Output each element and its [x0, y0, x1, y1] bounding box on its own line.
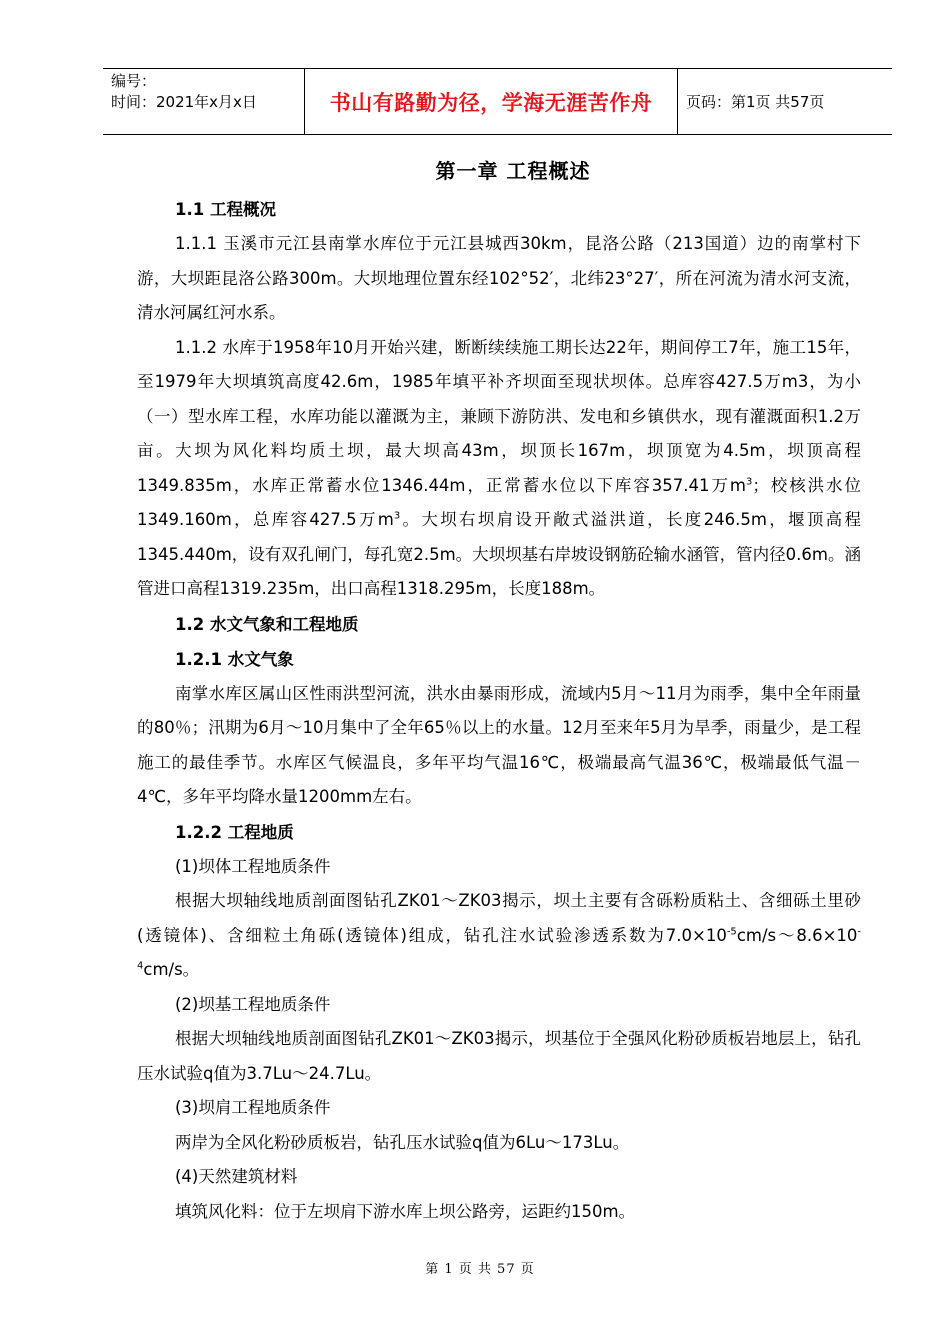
superscript: 3: [745, 476, 753, 487]
text-run: 。大坝右坝肩设开敞式溢洪道，长度246.5m，堰顶高程1345.440m，设有双孔闸门，每孔宽2.5m。大坝坝基右岸坡设钢筋砼输水涵管，管内径0.6m。涵管进口高程1319.235m，出口高程1318.295m，长度188m。: [137, 510, 861, 598]
paragraph-dam-body: [137, 884, 861, 988]
header-motto-cell: [304, 69, 678, 134]
paragraph-1-1-2: [137, 331, 861, 607]
header-meta: [103, 69, 304, 134]
section-heading-1-2-2: 1.2.2 工程地质: [175, 822, 294, 842]
text-run: cm/s～8.6×10: [736, 925, 858, 945]
superscript: -4: [137, 926, 861, 972]
number-label: 编号：: [111, 72, 157, 90]
paragraph-materials: 填筑风化料：位于左坝肩下游水库上坝公路旁，运距约150m。: [175, 1201, 636, 1221]
page-label: 页码：第1页 共57页: [686, 93, 825, 111]
chapter-title: 第一章 工程概述: [435, 159, 591, 183]
item-heading-dam-body: (1)坝体工程地质条件: [175, 856, 331, 876]
document-body: [137, 154, 861, 1229]
page-header: [103, 68, 892, 135]
item-heading-materials: (4)天然建筑材料: [175, 1167, 298, 1186]
text-run: ；校核洪水位1349.160m，总库容427.5万m: [137, 475, 861, 529]
paragraph-1-1-1: 1.1.1 玉溪市元江县南掌水库位于元江县城西30km，昆洛公路（213国道）边的南掌村下游，大坝距昆洛公路300m。大坝地理位置东经102°52′，北纬23°27′，所在河流为清水河支流，清水河属红河水系。: [137, 234, 861, 322]
header-page-cell: [678, 69, 892, 134]
paragraph-dam-foundation: 根据大坝轴线地质剖面图钻孔ZK01～ZK03揭示，坝基位于全强风化粉砂质板岩地层上，钻孔压水试验q值为3.7Lu～24.7Lu。: [137, 1029, 861, 1083]
text-run: cm/s。: [143, 960, 200, 979]
page-footer: 第 1 页 共 57 页: [425, 1262, 535, 1277]
section-heading-1-2-1: 1.2.1 水文气象: [175, 649, 294, 669]
superscript: 3: [393, 510, 401, 522]
item-heading-dam-abutment: (3)坝肩工程地质条件: [175, 1098, 331, 1117]
paragraph-hydrology: 南掌水库区属山区性雨洪型河流，洪水由暴雨形成，流域内5月～11月为雨季，集中全年雨量的80％；汛期为6月～10月集中了全年65％以上的水量。12月至来年5月为旱季，雨量少，是工程施工的最佳季节。水库区气候温良，多年平均气温16℃，极端最高气温36℃，极端最低气温－4℃，多年平均降水量1200mm左右。: [137, 683, 861, 806]
header-motto: 书山有路勤为径，学海无涯苦作舟: [329, 90, 653, 115]
text-run: 1.1.2 水库于1958年10月开始兴建，断断续续施工期长达22年，期间停工7年，施工15年，至1979年大坝填筑高度42.6m，1985年填平补齐坝面至现状坝体。总库容427.5万m3，为小（一）型水库工程，水库功能以灌溉为主，兼顾下游防洪、发电和乡镇供水，现有灌溉面积1.2万亩。大坝为风化料均质土坝，最大坝高43m，坝顶长167m，坝顶宽为4.5m，坝顶高程1349.835m，水库正常蓄水位1346.44m，正常蓄水位以下库容357.41万m: [137, 337, 861, 495]
date-label: 时间：2021年x月x日: [111, 93, 257, 111]
section-heading-1-2: 1.2 水文气象和工程地质: [175, 614, 359, 634]
text-run: 根据大坝轴线地质剖面图钻孔ZK01～ZK03揭示，坝土主要有含砾粉质粘土、含细砾土里砂(透镜体)、含细粒土角砾(透镜体)组成，钻孔注水试验渗透系数为7.0×10: [137, 891, 861, 945]
superscript: -5: [726, 926, 737, 937]
section-heading-1-1: 1.1 工程概况: [175, 200, 276, 219]
paragraph-dam-abutment: 两岸为全风化粉砂质板岩，钻孔压水试验q值为6Lu～173Lu。: [175, 1132, 630, 1152]
item-heading-dam-foundation: (2)坝基工程地质条件: [175, 994, 331, 1014]
